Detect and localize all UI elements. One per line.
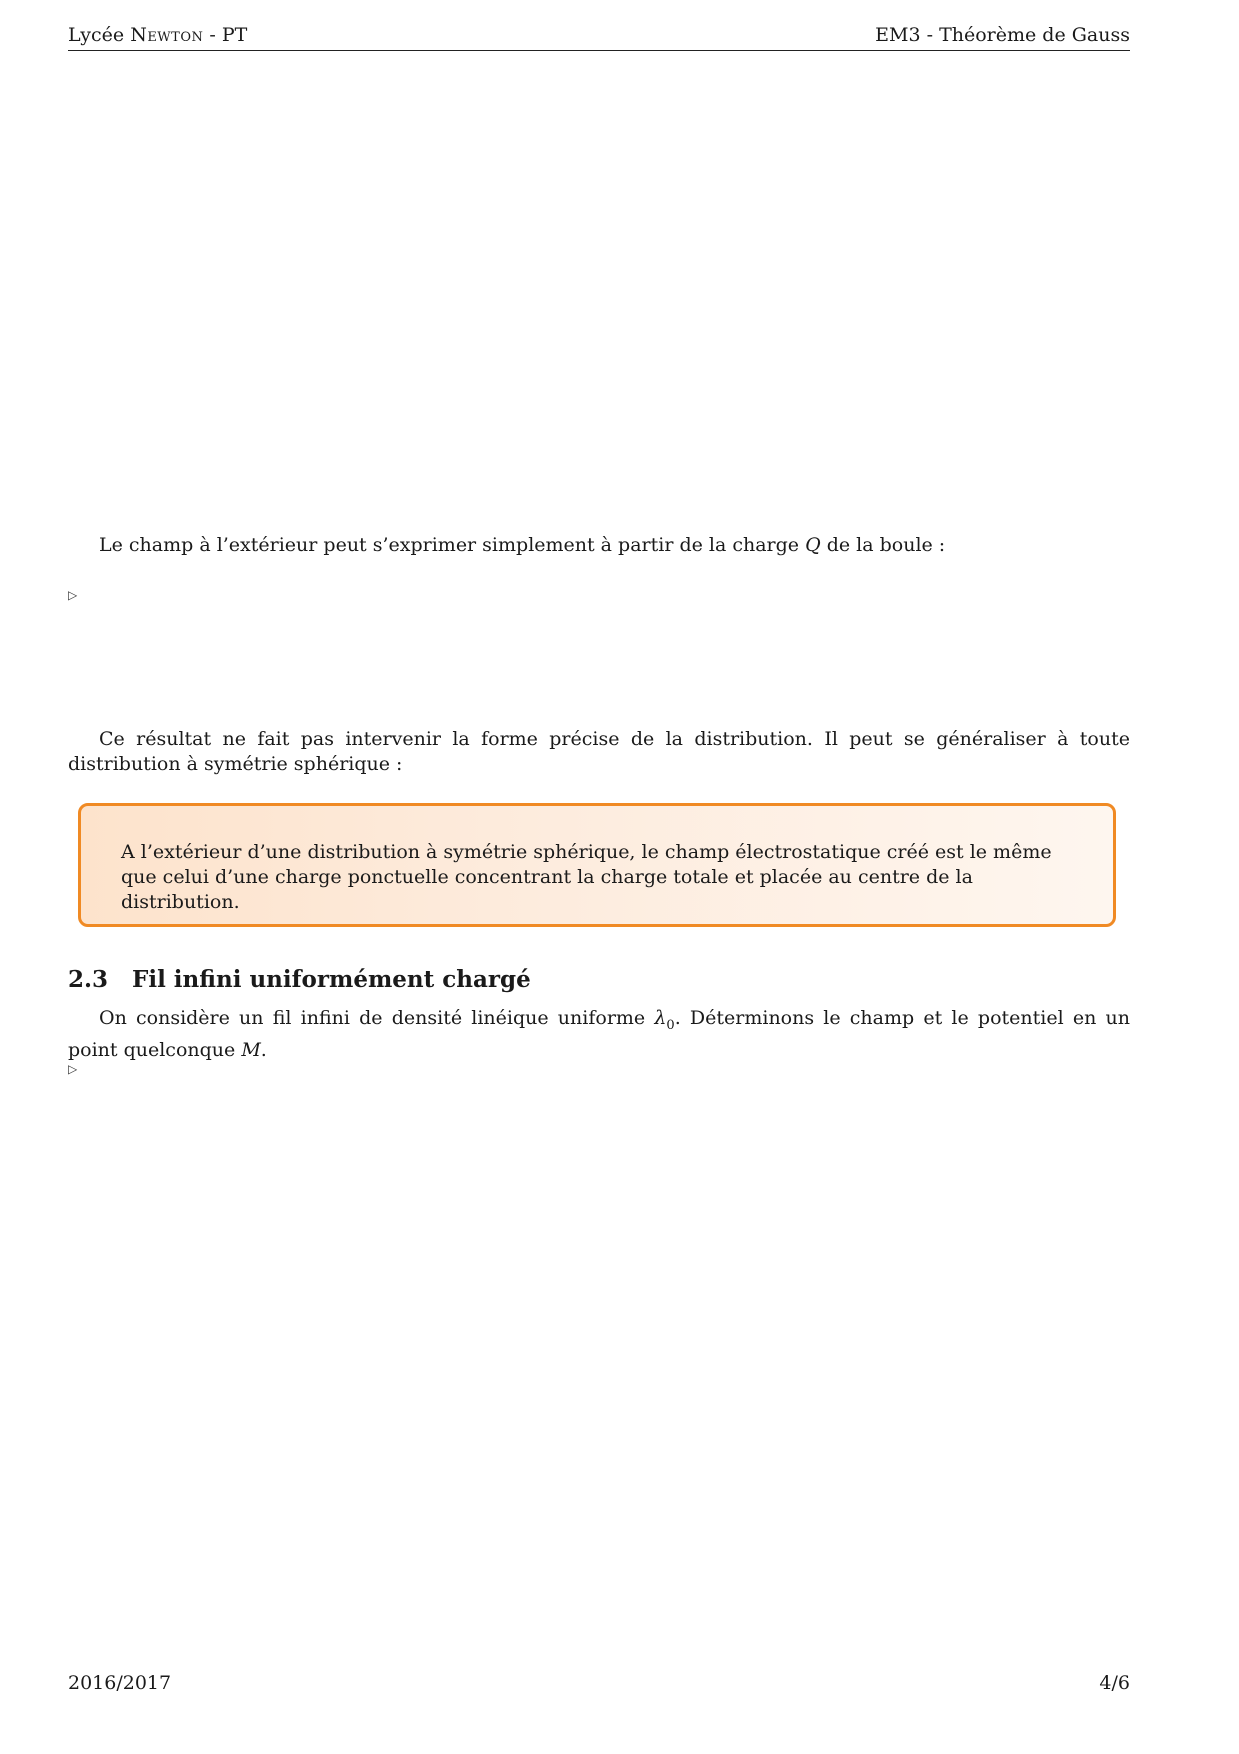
- key-result-text: A l’extérieur d’une distribution à symétrie sphérique, le champ électrostatique créé est le même que celui d’une charge ponctuelle concentrant la charge totale et placée au centre de la distribution.: [121, 841, 1052, 913]
- key-result-box: [78, 803, 1116, 927]
- bullet-marker-1: ▷: [68, 588, 78, 602]
- header-school-suffix: - PT: [203, 24, 248, 46]
- page-header: [68, 22, 1130, 51]
- p3-var-m: M: [241, 1038, 261, 1061]
- section-title: Fil infini uniformément chargé: [132, 966, 531, 993]
- p3-lambda-symbol: λ: [654, 1007, 667, 1029]
- header-school-name: Newton: [130, 24, 204, 46]
- p1-text-after: de la boule :: [820, 534, 946, 556]
- header-chapter-title: EM3 - Théorème de Gauss: [875, 24, 1130, 46]
- paragraph-infinite-wire: [68, 1006, 1130, 1063]
- footer-page-number: 4/6: [1099, 1672, 1130, 1694]
- p3-text-middle: . Déterminons le champ et le potentiel en un point quelconque: [68, 1007, 1131, 1061]
- p1-text-before: Le champ à l’extérieur peut s’exprimer simplement à partir de la charge: [99, 534, 806, 556]
- paragraph-generalisation: Ce résultat ne fait pas intervenir la forme précise de la distribution. Il peut se généraliser à toute distribution à symétrie sphérique :: [68, 728, 1130, 775]
- paragraph-exterior-field: [68, 533, 1130, 558]
- p3-var-lambda: [654, 1007, 675, 1033]
- bullet-marker-2: ▷: [68, 1062, 78, 1076]
- p3-text-before: On considère un fil infini de densité linéique uniforme: [99, 1007, 655, 1029]
- header-school: [68, 24, 247, 46]
- p1-var-q: Q: [805, 534, 821, 556]
- section-number: 2.3: [68, 966, 109, 993]
- section-heading: [68, 966, 531, 993]
- p3-lambda-subscript: 0: [666, 1017, 675, 1033]
- p3-text-after: .: [260, 1038, 267, 1061]
- header-school-prefix: Lycée: [68, 24, 131, 46]
- footer-school-year: 2016/2017: [68, 1672, 172, 1694]
